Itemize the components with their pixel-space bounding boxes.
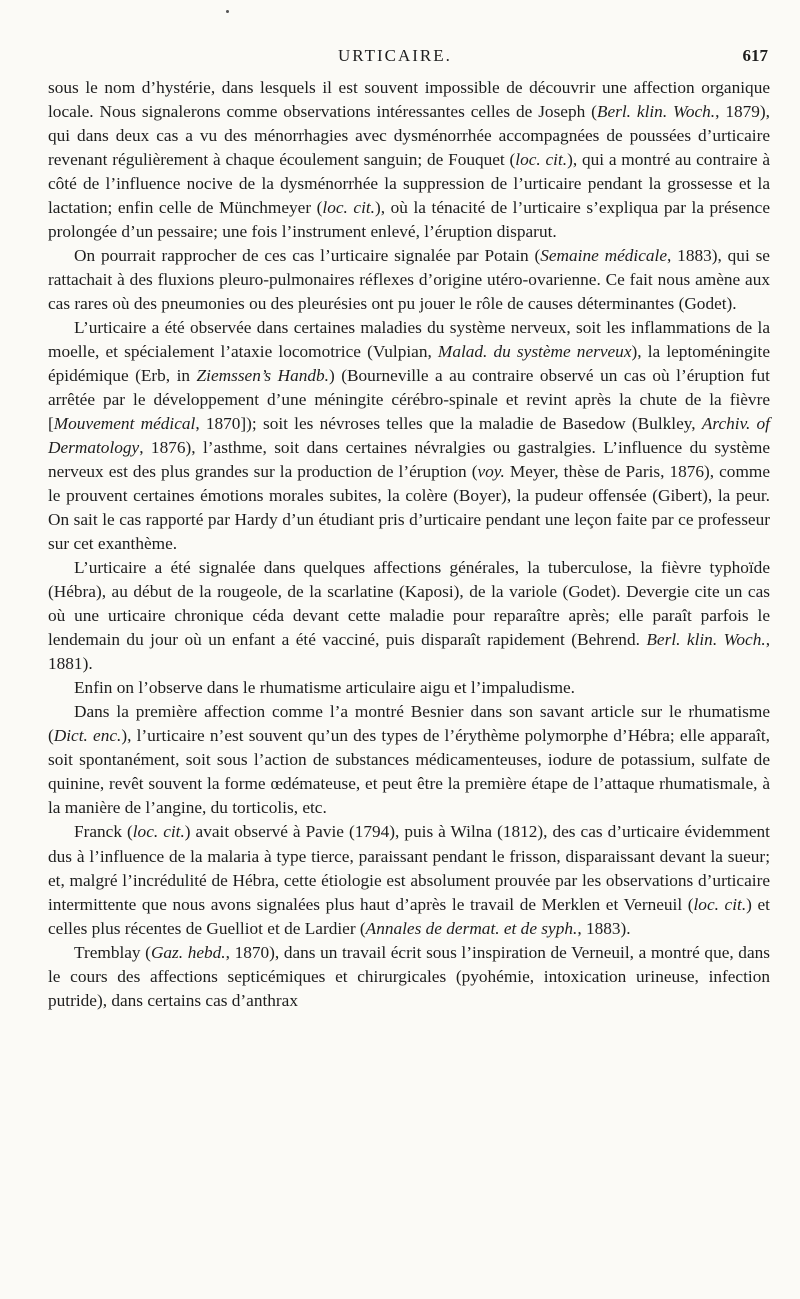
paragraph xyxy=(48,820,770,940)
text-run: Enfin on l’observe dans le rhumatisme articulaire aigu et l’impaludisme. xyxy=(74,678,576,698)
text-run: On pourrait rapprocher de ces cas l’urticaire signalée par Potain ( xyxy=(74,246,541,266)
text-run: Meyer, thèse de Paris, 1876), comme le prouvent certaines émotions morales subites, la colère (Boyer), la pudeur offensée (Gibert), la peur. On sait le cas rapporté par Hardy d’un étudiant pris d’urticaire pendant une leçon faite par ce professeur sur cet exanthème. xyxy=(48,462,770,554)
text-run: L’urticaire a été observée dans certaines maladies du système nerveux, soit les inflammations de la moelle, et spécialement l’ataxie locomotrice (Vulpian, xyxy=(48,318,770,362)
paragraph xyxy=(48,316,770,556)
text-run: , 1881). xyxy=(48,630,771,674)
text-run: , 1870), dans un travail écrit sous l’inspiration de Verneuil, a montré que, dans le cours des affections septicémiques et chirurgicales (pyohémie, intoxication urineuse, infection putride), dans certains cas d’anthrax xyxy=(48,942,770,1010)
text-run: Dans la première affection comme l’a montré Besnier dans son savant article sur le rhumatisme ( xyxy=(48,702,770,746)
text-run: L’urticaire a été signalée dans quelques affections générales, la tuberculose, la fièvre typhoïde (Hébra), au début de la rougeole, de la scarlatine (Kaposi), de la variole (Godet). Devergie cite un cas où une urticaire chronique céda devant cette maladie pour reparaître après; elle paraît parfois le lendemain du jour où un enfant a été vacciné, puis disparaît rapidement (Behrend. xyxy=(48,558,770,650)
text-run: ) avait observé à Pavie (1794), puis à Wilna (1812), des cas d’urticaire évidemment dus à l’influence de la malaria à type tierce, paraissant pendant le frisson, disparaissant devant la sueur; et, malgré l’incrédulité de Hébra, cette étiologie est absolument prouvée par les observations d’urticaire intermittente que nous avons signalées plus haut d’après le travail de Merklen et Verneuil ( xyxy=(48,822,770,914)
text-run: ), qui a montré au contraire à côté de l’influence nocive de la dysménorrhée la suppression de l’urticaire pendant la grossesse et la lactation; enfin celle de Münchmeyer ( xyxy=(48,150,771,218)
body-text xyxy=(48,76,770,1013)
text-run: , 1883), qui se rattachait à des fluxions pleuro-pulmonaires réflexes d’origine utéro-ovarienne. Ce fait nous amène aux cas rares où des pneumonies ou des pleurésies ont pu jouer le rôle de causes déterminantes (Godet). xyxy=(48,246,770,314)
text-run: , 1879), qui dans deux cas a vu des ménorrhagies avec dysménorrhée accompagnées de poussées d’urticaire revenant régulièrement à chaque écoulement sanguin; de Fouquet ( xyxy=(48,102,771,170)
italic-citation: loc. cit. xyxy=(693,894,747,914)
italic-citation: voy. xyxy=(477,462,505,482)
italic-citation: Gaz. hebd. xyxy=(150,942,226,962)
text-run: , 1870]); soit les névroses telles que la maladie de Basedow (Bulkley, xyxy=(195,414,702,434)
italic-citation: Dict. enc. xyxy=(53,726,122,746)
paragraph xyxy=(48,676,770,700)
paragraph xyxy=(48,244,770,316)
page-header xyxy=(48,46,768,72)
paragraph xyxy=(48,76,770,244)
italic-citation: Ziemssen’s Handb. xyxy=(196,366,329,386)
text-run: , 1876), l’asthme, soit dans certaines névralgies ou gastralgies. L’influence du système nerveux est des plus grandes sur la production de l’éruption ( xyxy=(48,438,770,482)
italic-citation: Semaine médicale xyxy=(540,246,668,266)
paragraph xyxy=(48,941,770,1013)
italic-citation: Berl. klin. Woch. xyxy=(596,102,716,122)
page-number: 617 xyxy=(742,46,768,65)
italic-citation: loc. cit. xyxy=(515,150,568,170)
text-run: Tremblay ( xyxy=(74,942,151,962)
italic-citation: Malad. du système nerveux xyxy=(437,342,632,362)
running-title: URTICAIRE. xyxy=(338,46,452,65)
ink-speck xyxy=(226,10,229,13)
text-run: ), où la ténacité de l’urticaire s’expliqua par la présence prolongée d’un pessaire; une fois l’instrument enlevé, l’éruption disparut. xyxy=(48,198,770,242)
italic-citation: Archiv. of Dermatology xyxy=(48,414,770,458)
text-run: Franck ( xyxy=(74,822,133,842)
italic-citation: Annales de dermat. et de syph. xyxy=(365,918,578,938)
text-run: ) et celles plus récentes de Guelliot et de Lardier ( xyxy=(48,894,770,938)
text-run: ) (Bourneville a au contraire observé un cas où l’éruption fut arrêtée par le développement d’une méningite cérébro-spinale et revint après la chute de la fièvre [ xyxy=(48,366,770,434)
text-run: , 1883). xyxy=(577,918,631,938)
paragraph xyxy=(48,700,770,820)
text-run: ), la leptoméningite épidémique (Erb, in xyxy=(48,342,770,386)
text-run: ), l’urticaire n’est souvent qu’un des types de l’érythème polymorphe d’Hébra; elle apparaît, soit spontanément, soit sous l’action de substances médicamenteuses, iodure de potassium, sulfate de quinine, revêt souvent la forme œdémateuse, et peut être la première étape de l’attaque rhumatismale, à la manière de l’angine, du torticolis, etc. xyxy=(48,726,771,818)
italic-citation: Mouvement médical xyxy=(53,414,196,434)
italic-citation: loc. cit. xyxy=(132,822,185,842)
italic-citation: loc. cit. xyxy=(322,198,376,218)
italic-citation: Berl. klin. Woch. xyxy=(646,630,766,650)
paragraph xyxy=(48,556,770,676)
text-run: sous le nom d’hystérie, dans lesquels il est souvent impossible de découvrir une affection organique locale. Nous signalerons comme observations intéressantes celles de Joseph ( xyxy=(48,78,770,122)
